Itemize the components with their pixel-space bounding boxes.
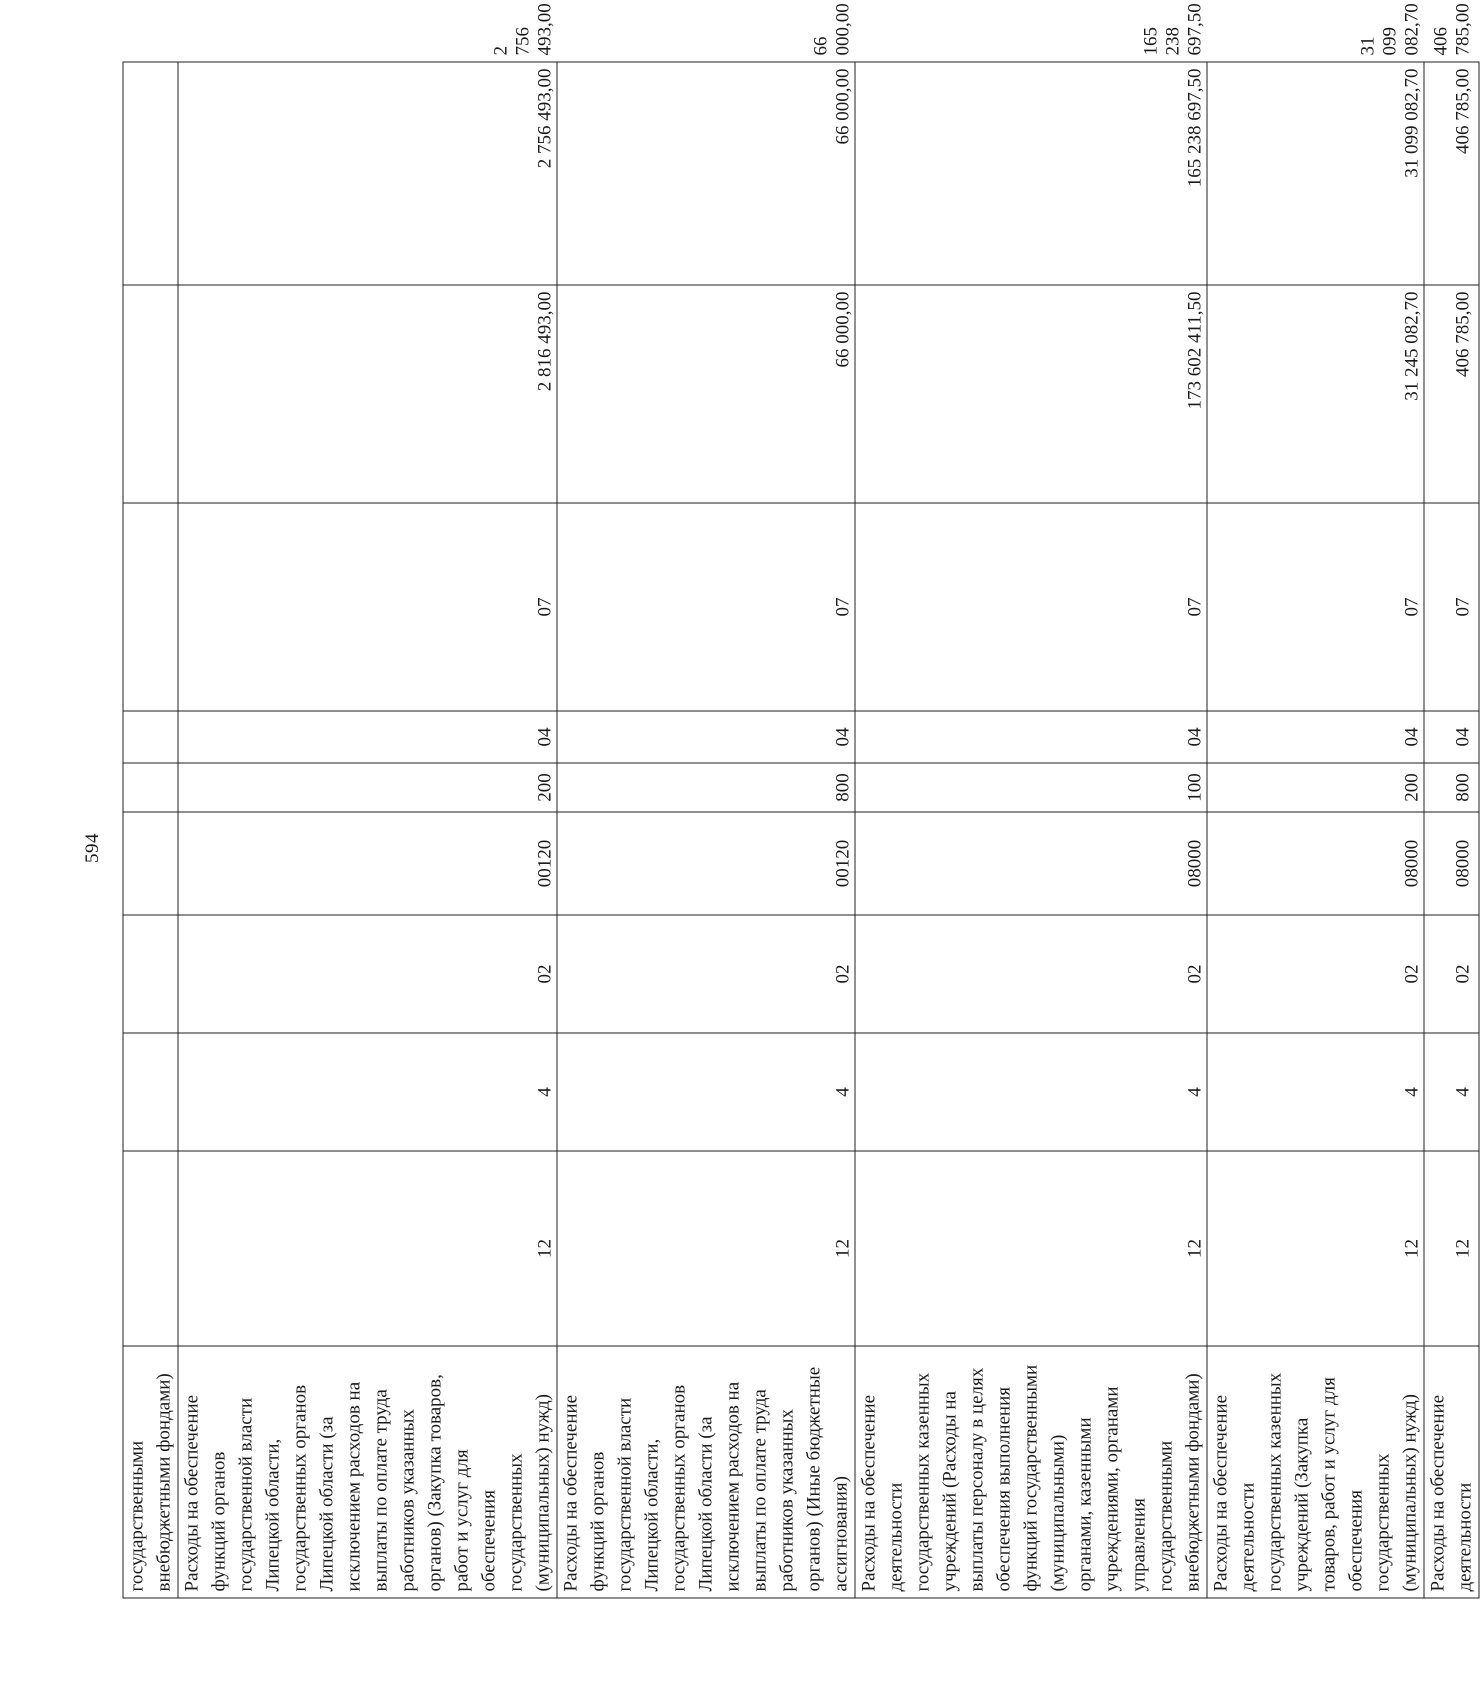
cell-c1 bbox=[123, 1151, 178, 1346]
table-row: Расходы на обеспечение деятельности 12 4 02 08000 800 04 07 406 785,00 406 785,00 406 785,00 bbox=[1424, 62, 1479, 1598]
table-row: Расходы на обеспечение функций органов государственной власти Липецкой области, государственных органов Липецкой области (за исключением расходов на выплаты по оплате труда работников указанных органов) (Иные бюджетные ассигнования) 12 4 02 00120 800 04 07 66 000,00 66 000,00 66 000,00 bbox=[557, 62, 855, 1598]
table-row: Расходы на обеспечение деятельности государственных казенных учреждений (Расходы на выплаты персоналу в целях обеспечения выполнения функций государственными (муниципальными) органами, казенными учреждениями, органами управления государственными внебюджетными фондами) 12 4 02 08000 100 04 07 173 602 411,50 165 238 697,50 165 238 697,50 bbox=[855, 62, 1207, 1598]
row-name: Расходы на обеспечение функций органов государственной власти Липецкой области, государственных органов Липецкой области (за исключением расходов на выплаты по оплате труда работников указанных органов) (Иные бюджетные ассигнования) bbox=[557, 1346, 855, 1598]
cell-c6: 04 bbox=[855, 711, 1207, 763]
cell-c6: 04 bbox=[557, 711, 855, 763]
cell-amount-2 bbox=[123, 62, 178, 285]
cell-c2: 4 bbox=[855, 1033, 1207, 1151]
cell-c5 bbox=[123, 763, 178, 812]
cell-c7: 07 bbox=[1207, 503, 1424, 711]
cell-c4: 00120 bbox=[557, 812, 855, 915]
cell-c3 bbox=[123, 915, 178, 1033]
cell-c7: 07 bbox=[557, 503, 855, 711]
cell-c5: 200 bbox=[1207, 763, 1424, 812]
row-name: Расходы на обеспечение функций органов государственной власти Липецкой области, государственных органов Липецкой области (за исключением расходов на выплаты по оплате труда работников указанных органов) (Закупка товаров, работ и услуг для обеспечения государственных (муниципальных) нужд) bbox=[178, 1346, 557, 1598]
cell-c1: 12 bbox=[1424, 1151, 1479, 1346]
cell-c3: 02 bbox=[1207, 915, 1424, 1033]
table-row bbox=[123, 62, 178, 1598]
cell-c3: 02 bbox=[855, 915, 1207, 1033]
cell-c6: 04 bbox=[1424, 711, 1479, 763]
cell-c4: 08000 bbox=[1424, 812, 1479, 915]
page-number: 594 bbox=[82, 833, 103, 863]
budget-table bbox=[123, 3, 1480, 1599]
cell-amount-2: 406 785,00 bbox=[1424, 62, 1479, 285]
table-row: Расходы на обеспечение деятельности государственных казенных учреждений (Закупка товаров, работ и услуг для обеспечения государственных (муниципальных) нужд) 12 4 02 08000 200 04 07 31 245 082,70 31 099 082,70 31 099 082,70 bbox=[1207, 62, 1424, 1598]
cell-amount-2: 31 099 082,70 bbox=[1207, 62, 1424, 285]
cell-c3: 02 bbox=[557, 915, 855, 1033]
cell-c7: 07 bbox=[855, 503, 1207, 711]
cell-amount-2: 2 756 493,00 bbox=[178, 62, 557, 285]
cell-c4: 00120 bbox=[178, 812, 557, 915]
cell-c4: 08000 bbox=[855, 812, 1207, 915]
cell-c7: 07 bbox=[1424, 503, 1479, 711]
cell-c6 bbox=[123, 711, 178, 763]
cell-c3: 02 bbox=[178, 915, 557, 1033]
cell-amount-2: 66 000,00 bbox=[557, 62, 855, 285]
cell-c5: 100 bbox=[855, 763, 1207, 812]
cell-amount-1 bbox=[123, 285, 178, 503]
cell-c2 bbox=[123, 1033, 178, 1151]
cell-c7: 07 bbox=[178, 503, 557, 711]
cell-c1: 12 bbox=[178, 1151, 557, 1346]
cell-c2: 4 bbox=[178, 1033, 557, 1151]
cell-c7 bbox=[123, 503, 178, 711]
cell-c5: 800 bbox=[1424, 763, 1479, 812]
budget-table-rotated bbox=[123, 3, 1476, 1599]
row-name: Расходы на обеспечение деятельности bbox=[1424, 1346, 1479, 1598]
row-name: государственными внебюджетными фондами) bbox=[123, 1346, 178, 1598]
cell-c4: 08000 bbox=[1207, 812, 1424, 915]
row-name: Расходы на обеспечение деятельности государственных казенных учреждений (Закупка товаров, работ и услуг для обеспечения государственных (муниципальных) нужд) bbox=[1207, 1346, 1424, 1598]
cell-c2: 4 bbox=[1424, 1033, 1479, 1151]
cell-c4 bbox=[123, 812, 178, 915]
cell-c1: 12 bbox=[557, 1151, 855, 1346]
cell-c5: 800 bbox=[557, 763, 855, 812]
cell-c5: 200 bbox=[178, 763, 557, 812]
row-name: Расходы на обеспечение деятельности государственных казенных учреждений (Расходы на выплаты персоналу в целях обеспечения выполнения функций государственными (муниципальными) органами, казенными учреждениями, органами управления государственными внебюджетными фондами) bbox=[855, 1346, 1207, 1598]
cell-amount-1: 406 785,00 bbox=[1424, 285, 1479, 503]
cell-c6: 04 bbox=[1207, 711, 1424, 763]
cell-c1: 12 bbox=[1207, 1151, 1424, 1346]
cell-amount-1: 31 245 082,70 bbox=[1207, 285, 1424, 503]
cell-c2: 4 bbox=[557, 1033, 855, 1151]
cell-amount-2: 165 238 697,50 bbox=[855, 62, 1207, 285]
cell-amount-1: 173 602 411,50 bbox=[855, 285, 1207, 503]
cell-c2: 4 bbox=[1207, 1033, 1424, 1151]
cell-c6: 04 bbox=[178, 711, 557, 763]
cell-amount-1: 66 000,00 bbox=[557, 285, 855, 503]
cell-c3: 02 bbox=[1424, 915, 1479, 1033]
table-row: Расходы на обеспечение функций органов государственной власти Липецкой области, государственных органов Липецкой области (за исключением расходов на выплаты по оплате труда работников указанных органов) (Закупка товаров, работ и услуг для обеспечения государственных (муниципальных) нужд) 12 4 02 00120 200 04 07 2 816 493,00 2 756 493,00 2 756 493,00 bbox=[178, 62, 557, 1598]
cell-amount-1: 2 816 493,00 bbox=[178, 285, 557, 503]
cell-c1: 12 bbox=[855, 1151, 1207, 1346]
